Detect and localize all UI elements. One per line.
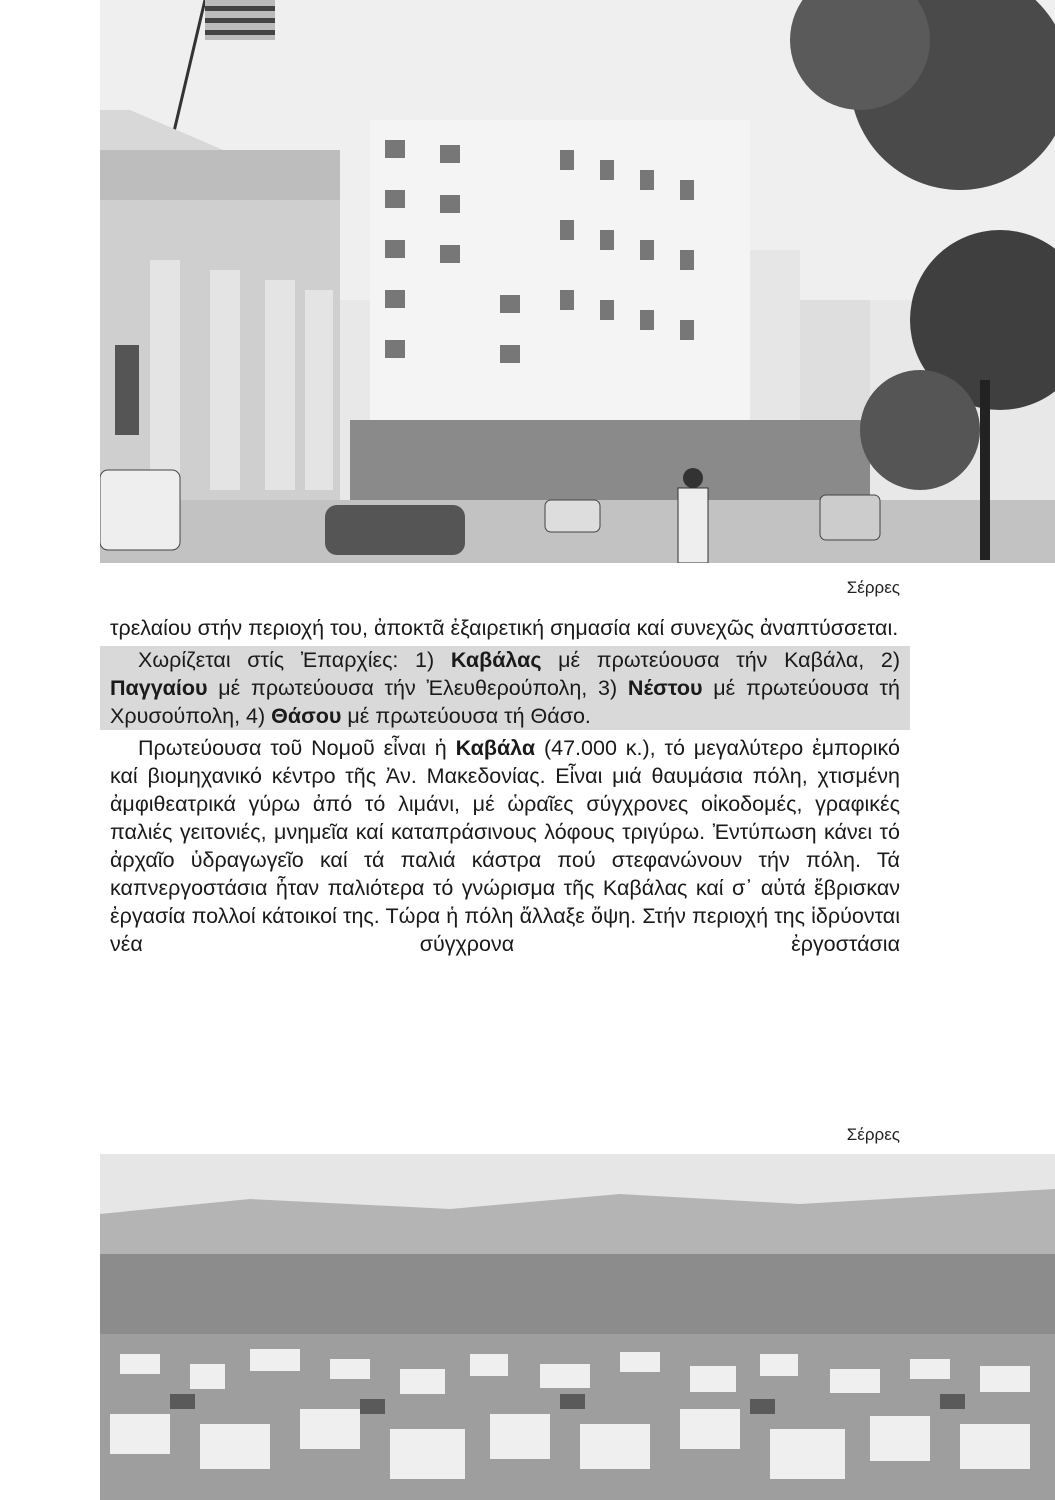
paragraph-3 bbox=[110, 734, 900, 958]
paragraph-1: τρελαίου στήν περιοχή του, ἀποκτᾶ ἐξαιρετική σημασία καί συνεχῶς ἀναπτύσσεται. bbox=[110, 616, 899, 640]
bold-nestou: Νέστου bbox=[627, 676, 703, 700]
paragraph-3-text-2: (47.000 κ.), τό μεγαλύτερο ἐμπορικό καί βιομηχανικό κέντρο τῆς Ἀν. Μακεδονίας. Εἶναι μιά θαυμάσια πόλη, χτισμένη ἀμφιθεατρικά γύρω ἀπό τό λιμάνι, μέ ὡραῖες σύγχρονες οἰκοδομές, γραφικές παλιές γειτονιές, μνημεῖα καί καταπράσινους λόφους τριγύρω. Ἐντύπωση κάνει τό ἀρχαῖο ὑδραγωγεῖο καί τά παλιά κάστρα πού στεφανώνουν τήν πόλη. Τά καπνεργοστάσια ἦταν παλιότερα τό γνώρισμα τῆς Καβάλας καί σ᾽ αὐτά ἔβρισκαν ἐργασία πολλοί κάτοικοί της. Τώρα ἡ πόλη ἄλλαξε ὄψη. Στήν περιοχή της ἱδρύονται νέα σύγχρονα ἐργοστάσια bbox=[110, 736, 900, 956]
city-panorama-illustration bbox=[100, 1154, 1055, 1500]
bold-thasou: Θάσου bbox=[271, 704, 342, 728]
paragraph-2-text-2: μέ πρωτεύουσα τήν Καβάλα, 2) bbox=[541, 648, 900, 672]
street-scene-illustration bbox=[100, 0, 1055, 563]
paragraph-2-text-3: μέ πρωτεύουσα τήν Ἐλευθερούπολη, 3) bbox=[207, 676, 628, 700]
paragraph-2 bbox=[100, 646, 910, 730]
body-text bbox=[110, 614, 900, 958]
bold-paggaiou: Παγγαίου bbox=[110, 676, 208, 700]
bold-kavalas: Καβάλας bbox=[450, 648, 542, 672]
paragraph-2-text-4: μέ πρωτεύουσα τή Χρυσούπολη, 4) bbox=[110, 676, 900, 728]
bold-kavala: Καβάλα bbox=[455, 736, 536, 760]
photo-caption-top: Σέρρες bbox=[846, 578, 900, 597]
paragraph-2-text-1: Χωρίζεται στίς Ἐπαρχίες: 1) bbox=[138, 648, 451, 672]
photo-caption-bottom: Σέρρες bbox=[846, 1125, 900, 1144]
city-panorama-photo bbox=[100, 1154, 1055, 1500]
paragraph-2-text-5: μέ πρωτεύουσα τή Θάσο. bbox=[341, 704, 591, 728]
paragraph-3-text-1: Πρωτεύουσα τοῦ Νομοῦ εἶναι ἡ bbox=[138, 736, 456, 760]
street-scene-photo bbox=[100, 0, 1055, 563]
